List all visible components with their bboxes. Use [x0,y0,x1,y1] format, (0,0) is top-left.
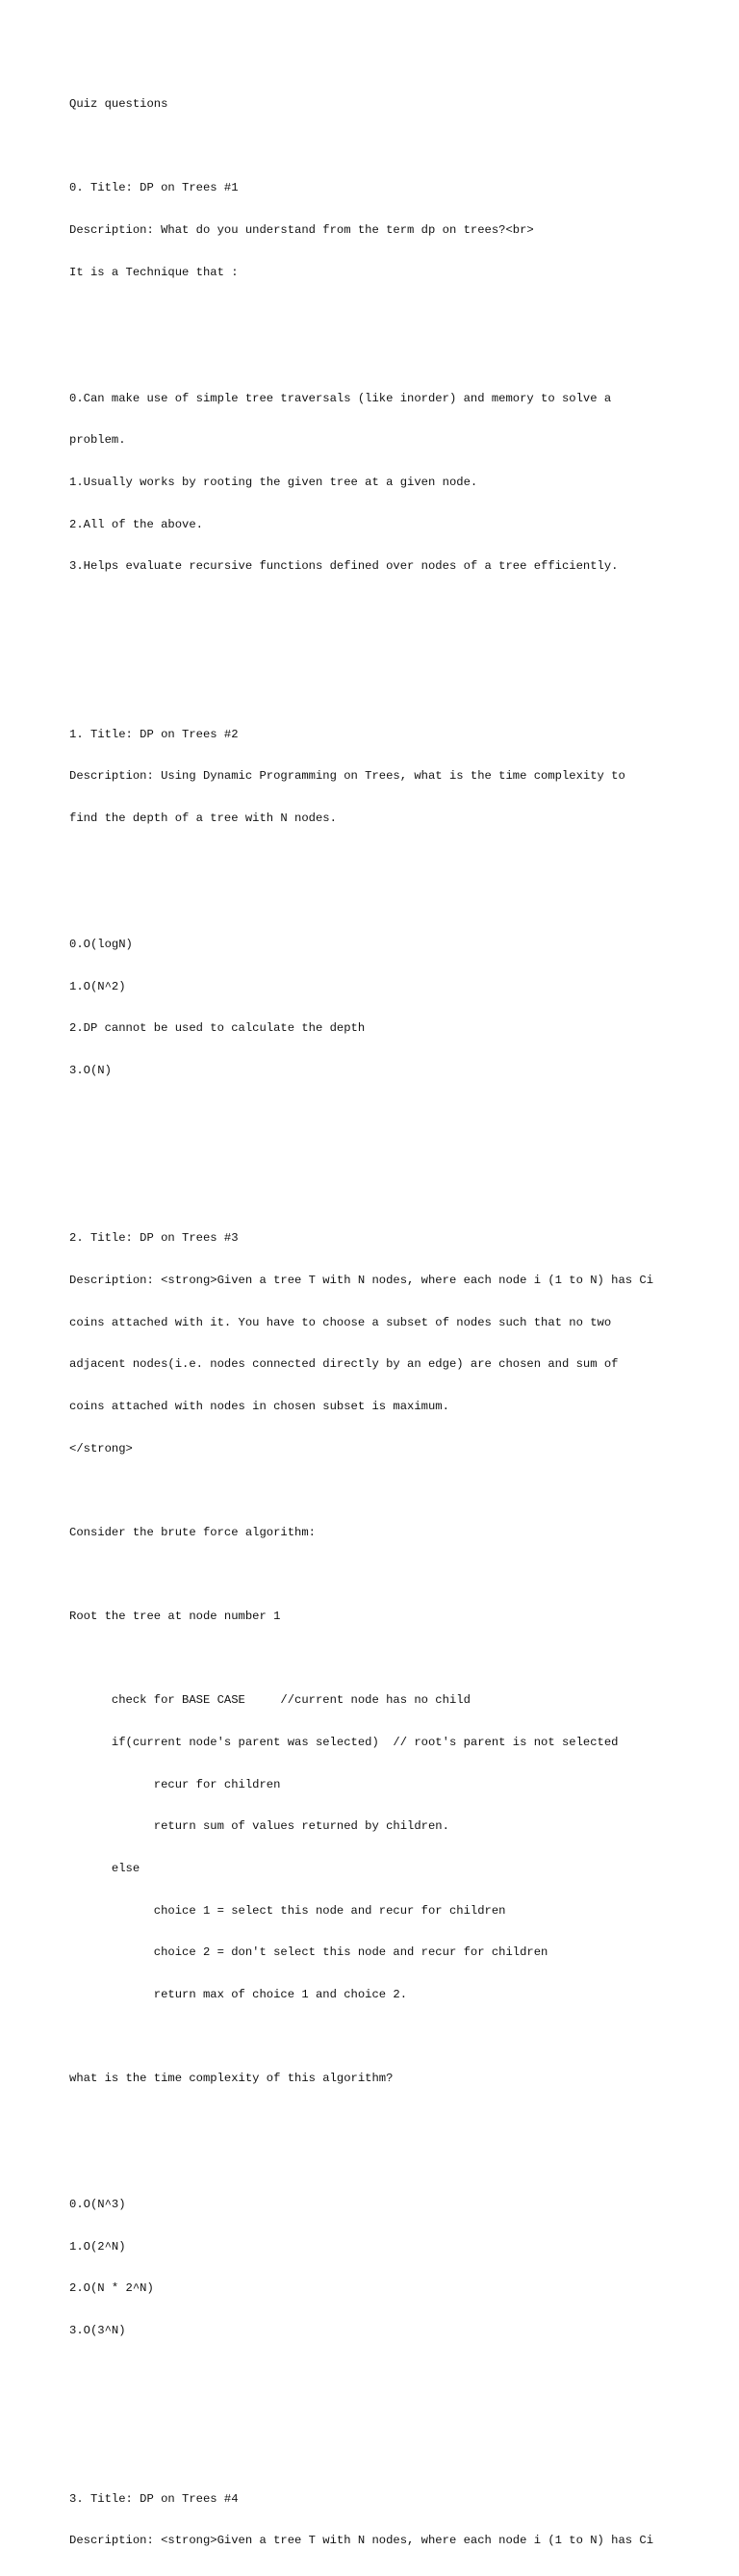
question-description: Description: <strong>Given a tree T with N nodes, where each node i (1 to N) has Ci [69,1274,654,1288]
code-line: choice 1 = select this node and recur for children [69,1903,506,1918]
blank-line [69,643,724,657]
question-description: what is the time complexity of this algorithm? [69,2072,394,2086]
blank-line [69,685,724,700]
answer-option: 2.DP cannot be used to calculate the depth [69,1021,366,1036]
code-line: choice 2 = don't select this node and recur for children [69,1945,548,1960]
question-title: 2. Title: DP on Trees #3 [69,1231,239,1246]
blank-line [69,2366,724,2381]
question-description: adjacent nodes(i.e. nodes connected directly by an edge) are chosen and sum of [69,1357,619,1372]
question-description: It is a Technique that : [69,265,239,279]
question-title: 0. Title: DP on Trees #1 [69,181,239,195]
blank-line [69,1568,724,1583]
blank-line [69,895,724,910]
question-description: Consider the brute force algorithm: [69,1525,316,1539]
answer-option: 0.O(N^3) [69,2198,126,2212]
blank-line [69,1652,724,1666]
answer-option: 0.O(logN) [69,937,133,951]
answer-option: 3.O(N) [69,1063,112,1077]
blank-line [69,140,724,154]
blank-line [69,2155,724,2170]
blank-line [69,1105,724,1120]
answer-option: 1.O(2^N) [69,2239,126,2254]
question-description: coins attached with nodes in chosen subset is maximum. [69,1399,449,1413]
answer-option: 1.Usually works by rooting the given tree at a given node. [69,475,478,489]
code-line: recur for children [69,1777,281,1791]
document-body [69,69,724,2576]
code-line: return max of choice 1 and choice 2. [69,1987,408,2001]
answer-option: 3.O(3^N) [69,2324,126,2338]
blank-line [69,2030,724,2045]
answer-option: 0.Can make use of simple tree traversals (like inorder) and memory to solve a [69,391,612,405]
code-line: else [69,1862,140,1875]
doc-heading: Quiz questions [69,97,168,112]
code-line: if(current node's parent was selected) // root's parent is not selected [69,1736,619,1750]
blank-line [69,1147,724,1162]
blank-line [69,2450,724,2464]
blank-line [69,854,724,868]
code-line: return sum of values returned by children. [69,1819,449,1834]
blank-line [69,2408,724,2422]
blank-line [69,2114,724,2128]
blank-line [69,307,724,322]
question-description: find the depth of a tree with N nodes. [69,811,337,825]
answer-option: 2.All of the above. [69,517,203,531]
blank-line [69,1190,724,1204]
question-description: </strong> [69,1441,133,1455]
blank-line [69,602,724,616]
question-description: Description: What do you understand from the term dp on trees?<br> [69,223,534,238]
question-description: coins attached with it. You have to choose a subset of nodes such that no two [69,1315,612,1329]
code-line: check for BASE CASE //current node has no child [69,1693,471,1708]
blank-line [69,349,724,364]
blank-line [69,1483,724,1498]
answer-option: problem. [69,433,126,448]
question-description: Description: Using Dynamic Programming on Trees, what is the time complexity to [69,769,625,784]
answer-option: 2.O(N * 2^N) [69,2281,154,2296]
question-description: Root the tree at node number 1 [69,1610,281,1624]
answer-option: 3.Helps evaluate recursive functions defined over nodes of a tree efficiently. [69,559,619,574]
question-description: Description: <strong>Given a tree T with N nodes, where each node i (1 to N) has Ci [69,2534,654,2548]
answer-option: 1.O(N^2) [69,979,126,993]
question-title: 1. Title: DP on Trees #2 [69,727,239,741]
question-title: 3. Title: DP on Trees #4 [69,2491,239,2506]
